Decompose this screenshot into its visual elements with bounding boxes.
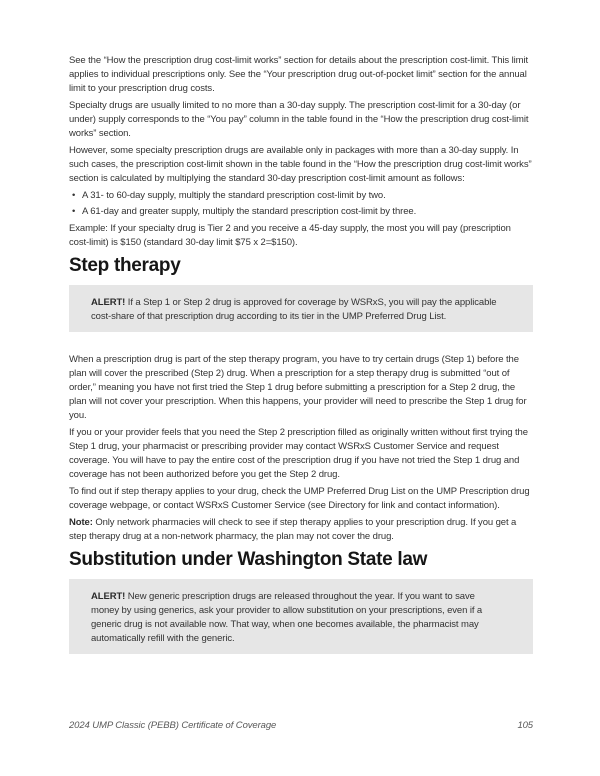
paragraph-find-out: To find out if step therapy applies to your drug, check the UMP Preferred Drug List on the UMP Prescription drug coverage webpage, or contact WSRxS Customer Service (see Directory for link and contact information). <box>69 486 530 511</box>
note-body: Only network pharmacies will check to see if step therapy applies to your prescription drug. If you get a step therapy drug at a non-network pharmacy, the plan may not cover the drug. <box>69 517 517 542</box>
section-heading-step-therapy: Step therapy <box>69 255 181 276</box>
page-content <box>69 54 533 675</box>
paragraph-example: Example: If your specialty drug is Tier 2 and you receive a 45-day supply, the most you will pay (prescription cost-limit) is $150 (standard 30-day limit $75 x 2=$150). <box>69 223 511 248</box>
bullet-list <box>69 189 533 219</box>
alert-body: New generic prescription drugs are released throughout the year. If you want to save money by using generics, ask your provider to allow substitution on your prescriptions, even if a generic drug is not available now. That way, when one becomes available, the pharmacist may automatically refill with the generic. <box>91 591 483 644</box>
note-label: Note: <box>69 517 93 528</box>
alert-box-step-therapy <box>69 285 533 332</box>
paragraph-note <box>69 516 533 544</box>
alert-text <box>91 296 498 324</box>
paragraph-specialty-packages: However, some specialty prescription drugs are available only in packages with more than a 30-day supply. In such cases, the prescription cost-limit shown in the table found in the “How the prescription drug cost-limit works” section is calculated by multiplying the standard 30-day prescription cost-limit amount as follows: <box>69 145 532 184</box>
alert-text <box>91 590 498 646</box>
paragraph-specialty-supply: Specialty drugs are usually limited to no more than a 30-day supply. The prescription cost-limit for a 30-day (or under) supply corresponds to the “You pay” column in the table found in the “How the prescription drug cost-limit works” section. <box>69 100 529 139</box>
footer-document-title: 2024 UMP Classic (PEBB) Certificate of Coverage <box>69 720 277 731</box>
list-item: • A 31- to 60-day supply, multiply the standard prescription cost-limit by two. <box>69 189 533 203</box>
paragraph-cost-limit-details: See the “How the prescription drug cost-limit works” section for details about the prescription cost-limit. This limit applies to individual prescriptions only. See the “Your prescription drug out-of-pocket limit” section for the annual limit to your prescription drug costs. <box>69 55 528 94</box>
page-number: 105 <box>517 720 533 731</box>
list-item: • A 61-day and greater supply, multiply the standard prescription cost-limit by three. <box>69 205 533 219</box>
alert-label: ALERT! <box>91 297 126 308</box>
page-footer <box>69 720 533 731</box>
section-heading-substitution: Substitution under Washington State law <box>69 549 428 570</box>
alert-body: If a Step 1 or Step 2 drug is approved for coverage by WSRxS, you will pay the applicable cost-share of that prescription drug according to its tier in the UMP Preferred Drug List. <box>91 297 497 322</box>
paragraph-step-therapy-program: When a prescription drug is part of the step therapy program, you have to try certain drugs (Step 1) before the plan will cover the prescribed (Step 2) drug. When a prescription for a step therapy drug is submitted “out of order,” meaning you have not first tried the Step 1 drug before submitting a prescription for a Step 2 drug, the plan will not cover your prescription. When this happens, your provider will need to prescribe the Step 1 drug for you. <box>69 354 527 421</box>
alert-box-substitution <box>69 579 533 654</box>
alert-label: ALERT! <box>91 591 126 602</box>
paragraph-step2-request: If you or your provider feels that you need the Step 2 prescription filled as originally written without first trying the Step 1 drug, your pharmacist or prescribing provider may contact WSRxS Customer Service and request coverage. You will have to pay the entire cost of the prescription drug if you have not tried the Step 1 drug and coverage has not been authorized before you get the Step 2 drug. <box>69 427 528 480</box>
